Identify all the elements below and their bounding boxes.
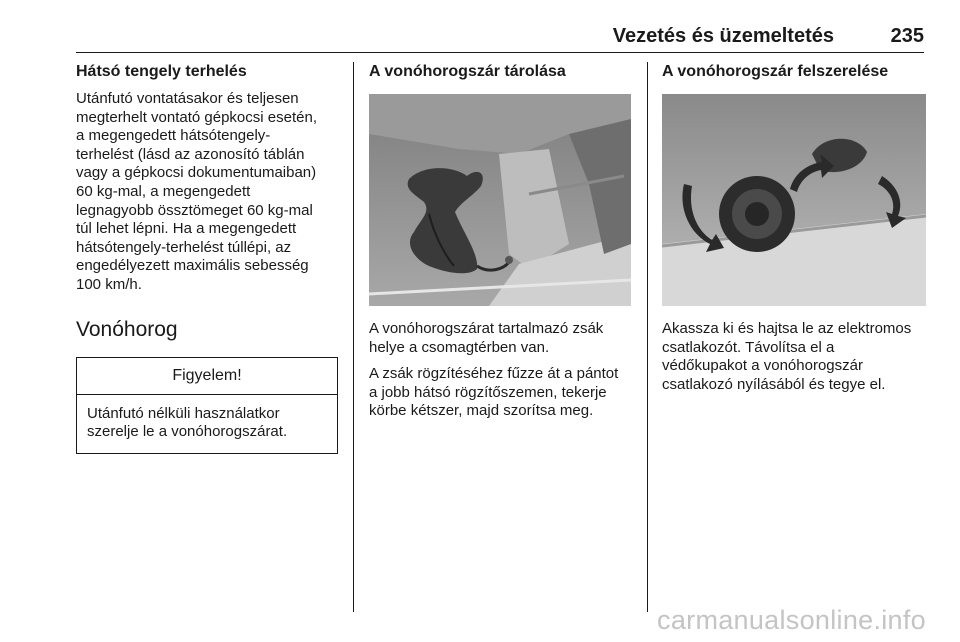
chapter-title: Vezetés és üzemeltetés xyxy=(612,25,834,47)
column-axle-load xyxy=(76,62,338,454)
storage-instructions: A zsák rögzítéséhez fűzze át a pántot a jobb hátsó rögzítőszemen, tekerje körbe kétszer, majd szorítsa meg. xyxy=(369,365,619,420)
column-divider-right xyxy=(647,62,648,612)
mounting-heading: A vonóhorogszár felszerelése xyxy=(662,63,889,80)
column-storage xyxy=(369,62,635,421)
watermark: carmanualsonline.info xyxy=(657,605,926,635)
rear-axle-heading: Hátsó tengely terhelés xyxy=(76,63,247,80)
storage-caption-line1: A vonóhorogszárat tartalmazó zsák xyxy=(369,320,604,337)
connector-socket xyxy=(745,202,769,226)
axle-load-text: Utánfutó vontatásakor és teljesen megterhelt vontató gépkocsi esetén, a megengedett hátsótengely- terhelést (lásd az azonosító táblán vagy a gépkocsi dokumentumaiban) 60 kg-mal, a megengedett legnagyobb össztömeget 60 kg-mal túl lehet lépni. Ha a megengedett hátsótengely-terhelést túllépi, az engedélyezett maximális sebesség 100 km/h. xyxy=(76,90,317,293)
page-header xyxy=(76,22,924,53)
mounting-text: Akassza ki és hajtsa le az elektromos csatlakozót. Távolítsa el a védőkupakot a vonóhorogszár csatlakozó nyílásából és tegye el. xyxy=(662,320,912,393)
storage-heading: A vonóhorogszár tárolása xyxy=(369,63,566,80)
towbar-section-title: Vonóhorog xyxy=(76,317,178,341)
warning-text: Utánfutó nélküli használatkor szerelje le a vonóhorogszárat. xyxy=(87,404,288,441)
column-mounting xyxy=(662,62,926,394)
warning-title: Figyelem! xyxy=(77,358,337,395)
trunk-bag-illustration xyxy=(369,94,631,306)
storage-caption-line2: helye a csomagtérben van. xyxy=(369,338,550,356)
connector-illustration xyxy=(662,94,926,306)
warning-box xyxy=(76,357,338,454)
securing-eye-icon xyxy=(505,256,513,264)
column-divider-left xyxy=(353,62,354,612)
page-number: 235 xyxy=(890,25,924,47)
